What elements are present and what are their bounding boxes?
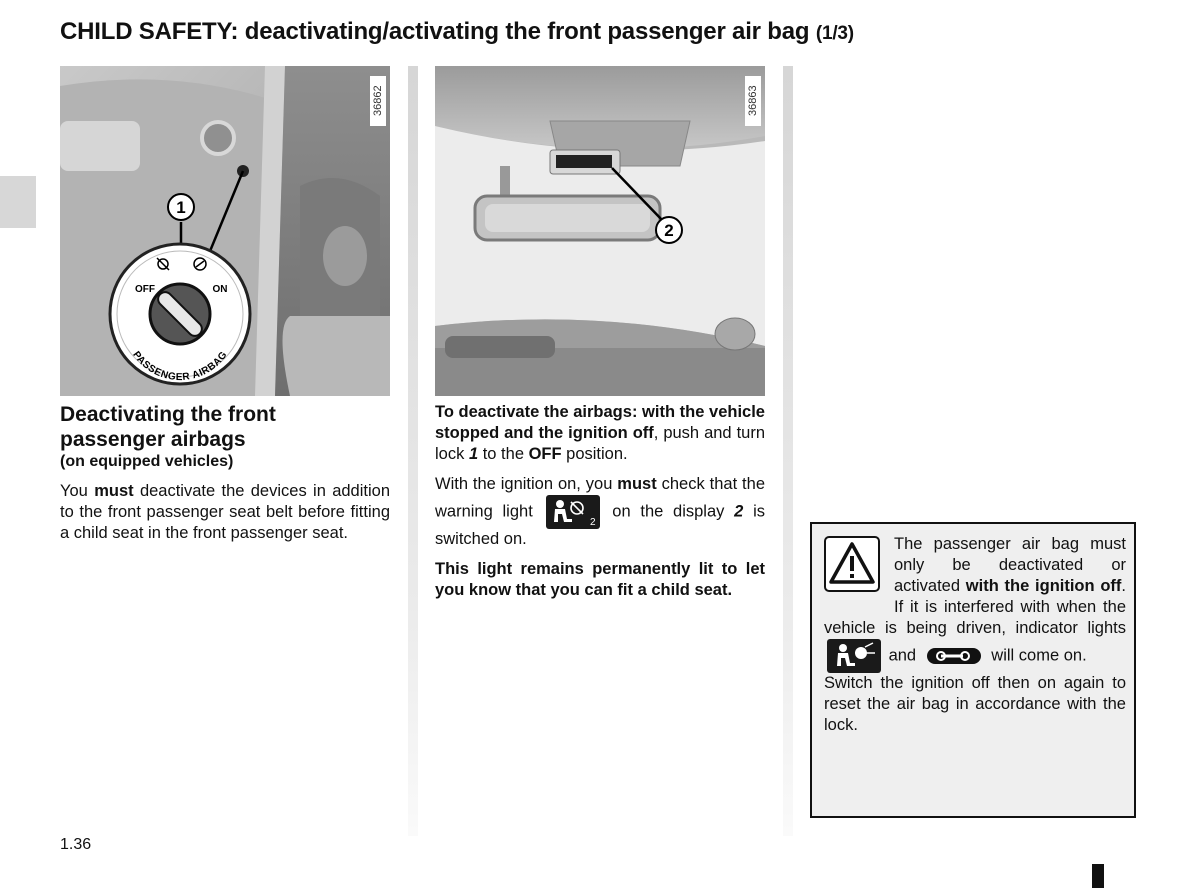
- figure-airbag-lock: [60, 66, 390, 396]
- title-part: (1/3): [815, 23, 854, 44]
- chapter-tab: [0, 176, 36, 228]
- column-divider-right: [783, 66, 793, 836]
- emphasis: must: [617, 475, 657, 493]
- wrench-icon: [927, 648, 981, 664]
- page-number: 1.36: [60, 836, 92, 853]
- procedure-step: [435, 402, 765, 465]
- text-run: The passenger air bag must only be deactivated or activated: [894, 535, 1126, 595]
- text-run: position.: [561, 445, 628, 463]
- column-divider-left: [408, 66, 418, 836]
- figure-ref: 36862: [370, 76, 386, 126]
- title-text: CHILD SAFETY: deactivating/activating the front passenger air bag: [60, 18, 810, 45]
- off-position: OFF: [528, 445, 562, 463]
- section-heading: [60, 402, 390, 452]
- warning-text: [824, 534, 1126, 736]
- heading-line-2: passenger airbags: [60, 428, 246, 451]
- emphasis: To deactivate the airbags: with the vehicle stopped and the ignition off: [435, 403, 765, 442]
- dial-off-label: OFF: [135, 284, 155, 295]
- section-subheading: (on equipped vehicles): [60, 453, 234, 470]
- text-run: , push and turn lock: [435, 424, 766, 463]
- dial-on-label: ON: [212, 284, 228, 295]
- callout-2: 2: [664, 221, 674, 240]
- text-run: deactivate the devices in addition to the front passenger seat belt before fitting a child seat in the front passenger seat.: [60, 482, 390, 542]
- text-run: to the: [478, 445, 529, 463]
- lock-reference: 1: [468, 445, 479, 463]
- text-run: on the display: [602, 502, 735, 521]
- display-reference: 2: [734, 502, 744, 521]
- left-column: [60, 402, 390, 553]
- text-run: is switched on.: [435, 502, 765, 548]
- warning-box: [810, 522, 1136, 818]
- callout-1: 1: [176, 198, 186, 217]
- airbag-fault-icon: [827, 639, 881, 673]
- check-warning-light: [435, 474, 765, 550]
- figure-overhead-display: [435, 66, 765, 396]
- text-run: You: [60, 482, 95, 500]
- light-info: This light remains permanently lit to let you know that you can fit a child seat.: [435, 560, 765, 599]
- page-edge-marker: [1092, 864, 1104, 888]
- svg-text:2: 2: [589, 517, 596, 528]
- figure-airbag-lock-illustration: [60, 66, 390, 396]
- figure-overhead-display-illustration: [435, 66, 765, 396]
- text-run: will come on.: [986, 646, 1087, 665]
- emphasis: with the ignition off: [965, 577, 1122, 595]
- dial-arc-label: PASSENGER AIRBAG: [130, 349, 230, 384]
- airbag-off-icon: [546, 495, 600, 529]
- warning-reset-paragraph: Switch the ignition off then on again to reset the air bag in accordance with the lock.: [824, 674, 1126, 734]
- text-run: check that the warning light: [435, 475, 765, 521]
- text-run: and: [884, 646, 921, 665]
- deactivate-instruction: [60, 481, 390, 544]
- text-run: With the ignition on, you: [435, 475, 618, 493]
- heading-line-1: Deactivating the front: [60, 403, 276, 426]
- middle-column: [435, 402, 765, 610]
- text-run: . If it is interfered with when the vehicle is being driven, indicator lights: [824, 577, 1126, 637]
- emphasis: must: [94, 482, 134, 500]
- figure-ref: 36863: [745, 76, 761, 126]
- page-title: [60, 18, 854, 46]
